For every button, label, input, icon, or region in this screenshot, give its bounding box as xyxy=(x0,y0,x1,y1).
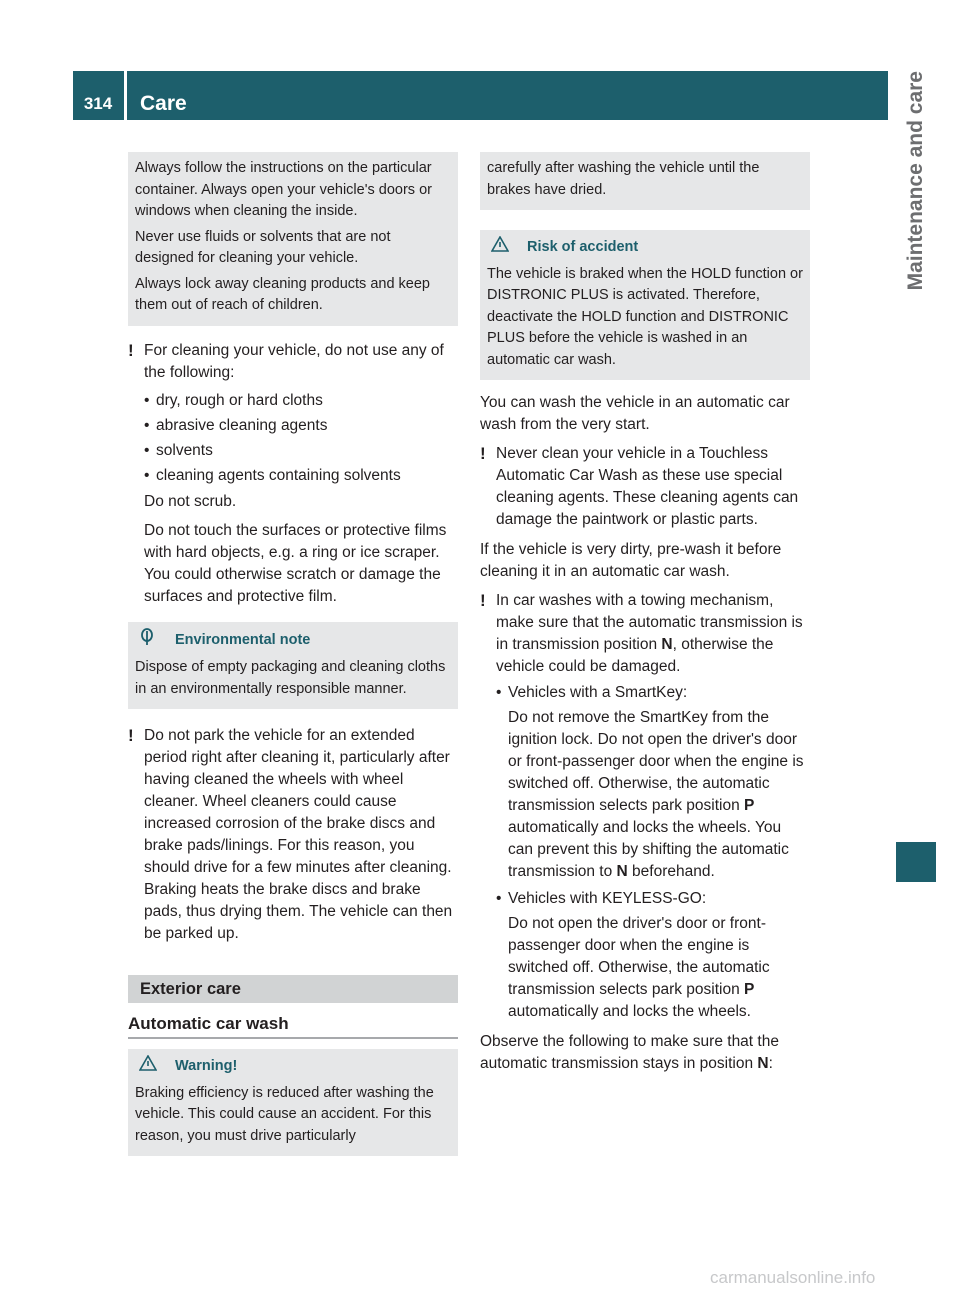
box-paragraph: Never use fluids or solvents that are not designed for cleaning your vehicle. xyxy=(135,228,391,266)
subsection-heading: Automatic car wash xyxy=(128,1013,458,1039)
section-heading: Exterior care xyxy=(128,975,458,1003)
box-paragraph: carefully after washing the vehicle until the brakes have dried. xyxy=(487,160,760,198)
list-item: • Vehicles with a SmartKey: Do not remove the SmartKey from the ignition lock. Do not open the driver's door or front-passenger door when the engine is switched off. Otherwise, the automatic transmission selects park position P automatically and locks the wheels. You can prevent this by shifting the automatic transmission to N beforehand. xyxy=(496,682,810,883)
caution-note: ! In car washes with a towing mechanism, make sure that the automatic transmission is in transmission position N, otherwise the vehicle could be damaged. • Vehicles with a SmartKey: Do not remove the SmartKey from the ignition lock. Do not open the driver's door or front-passenger door when the engine is switched off. Otherwise, the automatic transmission selects park position P automatically and locks the wheels. You can prevent this by shifting the automatic transmission to N beforehand. • Vehicles with KEYLESS-GO: Do not open the driver's door or front-passenger door when the engine is switched off. Otherwise, the automatic transmission selects park position P automatically and locks the wheels. xyxy=(480,590,810,1023)
paragraph: Observe the following to make sure that the automatic transmission stays in position N: xyxy=(480,1033,779,1072)
warning-continuation-box xyxy=(128,152,458,326)
paragraph: Do not scrub. xyxy=(144,492,237,510)
exclamation-icon: ! xyxy=(480,444,486,463)
list-item: • cleaning agents containing solvents xyxy=(144,465,458,487)
box-paragraph: Always lock away cleaning products and keep them out of reach of children. xyxy=(135,275,430,313)
risk-warning-box xyxy=(480,230,810,380)
paragraph: You can wash the vehicle in an automatic car wash from the very start. xyxy=(480,394,790,433)
paragraph: Do not touch the surfaces or protective films with hard objects, e.g. a ring or ice scraper. You could otherwise scratch or damage the surfaces and protective film. xyxy=(144,521,447,605)
list-item: • solvents xyxy=(144,440,458,462)
list-item: • abrasive cleaning agents xyxy=(144,415,458,437)
caution-note: ! For cleaning your vehicle, do not use any of the following: • dry, rough or hard cloths • abrasive cleaning agents • solvents • cleaning agents containing solvents Do not scrub. Do not touch the surfaces or protective films with hard objects, e.g. a ring or ice scraper. You could otherwise scratch or damage the surfaces and protective film. xyxy=(128,340,458,608)
environmental-note-box xyxy=(128,622,458,710)
list-item-text: Do not open the driver's door or front-passenger door when the engine is switched off. Otherwise, the automatic transmission selects park position P automatically and locks the wheels. xyxy=(508,915,770,1020)
page-number: 314 xyxy=(83,94,113,113)
warning-heading: Warning! xyxy=(135,1055,451,1079)
environmental-note-text: Dispose of empty packaging and cleaning cloths in an environmentally responsible manner. xyxy=(135,659,446,697)
caution-note: ! Never clean your vehicle in a Touchless Automatic Car Wash as these use special cleaning agents. These cleaning agents can damage the paintwork or plastic parts. xyxy=(480,444,799,528)
list-item-text: Do not remove the SmartKey from the ignition lock. Do not open the driver's door or front-passenger door when the engine is switched off. Otherwise, the automatic transmission selects park position P automatically and locks the wheels. You can prevent this by shifting the automatic transmission to N beforehand. xyxy=(508,709,804,880)
list-item: • Vehicles with KEYLESS-GO: Do not open the driver's door or front-passenger door when the engine is switched off. Otherwise, the automatic transmission selects park position P automatically and locks the wheels. xyxy=(496,888,810,1023)
risk-text: The vehicle is braked when the HOLD function or DISTRONIC PLUS is activated. Therefore, deactivate the HOLD function and DISTRONIC PLUS before the vehicle is washed in an automatic car wash. xyxy=(487,265,803,368)
paragraph: If the vehicle is very dirty, pre-wash it before cleaning it in an automatic car wash. xyxy=(480,541,782,580)
warning-box xyxy=(128,1049,458,1156)
header-bar xyxy=(73,71,888,120)
warning-triangle-icon xyxy=(491,236,515,260)
exclamation-icon: ! xyxy=(480,591,486,610)
side-tab-marker xyxy=(896,842,936,882)
environmental-note-heading: Environmental note xyxy=(135,628,451,654)
warning-triangle-icon xyxy=(139,1055,163,1079)
list-item: • dry, rough or hard cloths xyxy=(144,390,458,412)
exclamation-icon: ! xyxy=(128,726,134,745)
warning-text: Braking efficiency is reduced after washing the vehicle. This could cause an accident. For this reason, you must drive particularly xyxy=(135,1084,434,1144)
exclamation-icon: ! xyxy=(128,340,134,360)
header-divider xyxy=(124,71,127,120)
leaf-icon xyxy=(139,628,163,654)
caution-note: ! Do not park the vehicle for an extended period right after cleaning it, particularly after having cleaned the wheels with wheel cleaner. Wheel cleaners could cause increased corrosion of the brake discs and brake pads/linings. For this reason, you should drive for a few minutes after cleaning. Braking heats the brake discs and brake pads, thus drying them. The vehicle can then be parked up. xyxy=(128,726,453,942)
page-title: Care xyxy=(140,92,187,115)
left-column xyxy=(128,152,458,1156)
box-paragraph: Always follow the instructions on the particular container. Always open your vehicle's doors or windows when cleaning the inside. xyxy=(135,160,432,219)
risk-heading: Risk of accident xyxy=(487,236,803,260)
watermark: carmanualsonline.info xyxy=(710,1268,876,1287)
warning-continuation-box xyxy=(480,152,810,210)
side-section-label: Maintenance and care xyxy=(904,71,927,291)
right-column xyxy=(480,152,810,1082)
